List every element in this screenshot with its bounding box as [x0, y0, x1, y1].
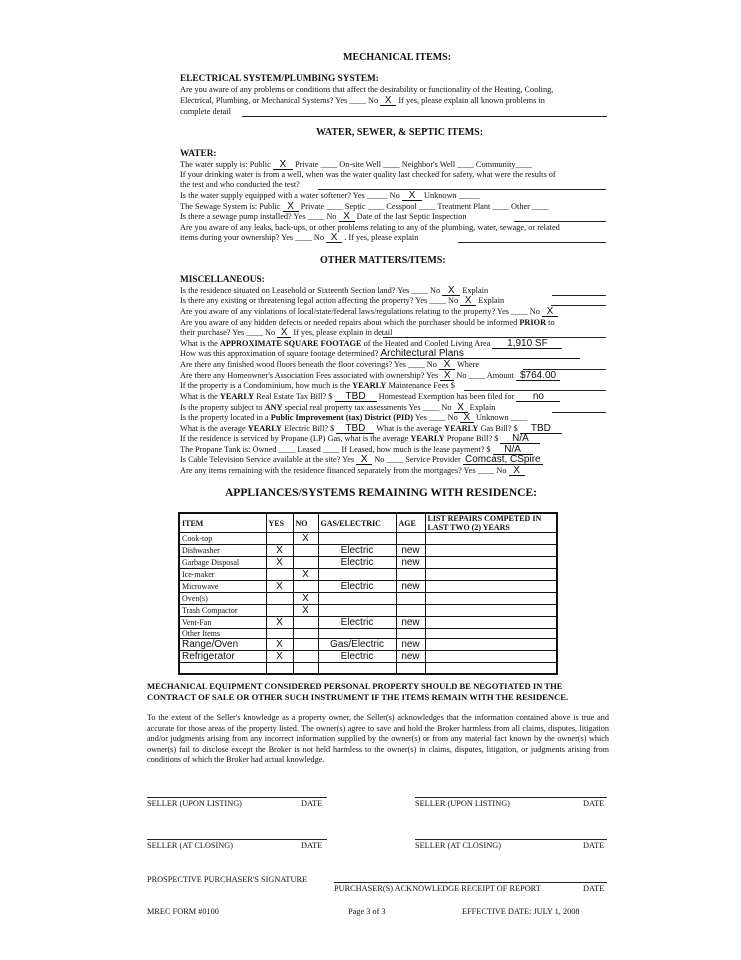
leaks-answer-line: items during your ownership? Yes ____ No X . If yes, please explain: [180, 232, 419, 243]
cable-provider-value[interactable]: Comcast, CSpire: [463, 455, 543, 465]
pid-question: Is the property located in a Public Improvement (tax) District (PID) Yes ____ No X Unknown ____: [180, 412, 528, 423]
square-footage-question: What is the APPROXIMATE SQUARE FOOTAGE of the Heated and Cooled Living Area 1,910 SF: [180, 339, 562, 350]
well-test-line[interactable]: [318, 189, 606, 190]
cell-repairs[interactable]: [425, 663, 557, 674]
legal-action-question: Is there any existing or threatening legal action affecting the property? Yes ____ No X Explain: [180, 295, 505, 306]
homestead-value[interactable]: no: [516, 392, 560, 402]
cell-no[interactable]: [293, 557, 318, 569]
cell-no[interactable]: [293, 663, 318, 674]
septic-inspection-line[interactable]: [514, 221, 606, 222]
table-row: [179, 651, 557, 663]
wood-floors-question: Are there any finished wood floors beneath the floor coverings? Yes ____ No X Where: [180, 359, 480, 370]
cell-age[interactable]: new: [396, 545, 425, 557]
cell-no[interactable]: X: [293, 605, 318, 617]
cell-yes[interactable]: X: [266, 545, 293, 557]
sewage-public-mark[interactable]: X: [283, 202, 299, 212]
cell-no[interactable]: [293, 629, 318, 639]
propane-tank-question: The Propane Tank is: Owned ____ Leased ____ If Leased, how much is the lease payment? $ N/A: [180, 445, 533, 456]
cell-gas-electric[interactable]: Gas/Electric: [318, 639, 396, 651]
cell-gas-electric[interactable]: Electric: [318, 651, 396, 663]
cell-repairs[interactable]: [425, 605, 557, 617]
leaks-no-mark[interactable]: X: [326, 233, 342, 243]
miscellaneous-subtitle: MISCELLANEOUS:: [180, 275, 265, 285]
leasehold-explain-line[interactable]: [552, 295, 606, 296]
cell-repairs[interactable]: [425, 639, 557, 651]
cell-item[interactable]: Microwave: [179, 581, 266, 593]
appliances-header-row: [179, 513, 557, 533]
header-repairs: LIST REPAIRS COMPETED IN LAST TWO (2) YEARS: [425, 513, 557, 533]
cell-gas-electric[interactable]: Electric: [318, 581, 396, 593]
cell-repairs[interactable]: [425, 569, 557, 581]
softener-line: Is the water supply equipped with a water softener? Yes _____ No X Unknown _____: [180, 190, 480, 201]
seller-listing-sig-line-1[interactable]: [147, 797, 327, 798]
appliances-title: APPLIANCES/SYSTEMS REMAINING WITH RESIDENCE:: [225, 487, 537, 499]
tax-bill-question: What is the YEARLY Real Estate Tax Bill? $ TBD Homestead Exemption has been filed for no: [180, 392, 560, 403]
cell-item[interactable]: Refrigerator: [179, 651, 266, 663]
utility-bills-question: What is the average YEARLY Electric Bill? $ TBD What is the average YEARLY Gas Bill? $ TBD: [180, 424, 562, 435]
propane-lease-value[interactable]: N/A: [493, 445, 533, 455]
cell-no[interactable]: X: [293, 569, 318, 581]
notice-line2: CONTRACT OF SALE OR OTHER SUCH INSTRUMENT IF THE ITEMS REMAIN WITH THE RESIDENCE.: [147, 692, 569, 702]
square-footage-value[interactable]: 1,910 SF: [492, 339, 562, 349]
cell-age[interactable]: new: [396, 651, 425, 663]
violations-question: Are you aware of any violations of local/state/federal laws/regulations relating to the property? Yes ____ No X: [180, 307, 558, 318]
cell-repairs[interactable]: [425, 629, 557, 639]
header-item: ITEM: [179, 513, 266, 533]
table-row: [179, 581, 557, 593]
cell-yes[interactable]: X: [266, 639, 293, 651]
propane-bill-question: If the residence is serviced by Propane (LP) Gas, what is the average YEARLY Propane Bill? $ N/A: [180, 434, 540, 445]
special-assessment-no-mark[interactable]: X: [454, 403, 468, 413]
water-subtitle: WATER:: [180, 149, 217, 159]
header-age: AGE: [396, 513, 425, 533]
cell-repairs[interactable]: [425, 545, 557, 557]
sewage-pump-no-mark[interactable]: X: [339, 212, 355, 222]
cell-no[interactable]: X: [293, 533, 318, 545]
cell-repairs[interactable]: [425, 593, 557, 605]
cell-item[interactable]: Ice-maker: [179, 569, 266, 581]
seller-closing-label-1: SELLER (AT CLOSING): [147, 841, 234, 850]
hidden-defects-no-mark[interactable]: X: [277, 328, 291, 338]
violations-no-mark[interactable]: X: [542, 307, 558, 317]
cell-no[interactable]: [293, 581, 318, 593]
cell-item[interactable]: Range/Oven: [179, 639, 266, 651]
disclaimer-paragraph: To the extent of the Seller's knowledge as a property owner, the Seller(s) acknowledges that the information contained above is true and accurate for those areas of the property listed. The owner(s) agree to save and hold the Broker harmless from all claims, disputes, litigation and/or judgments arising from any incorrect information supplied by the owner(s) or from any material fact known by the owner(s) which owner(s) fail to disclose except the Broker is not held harmless to the owner(s) in claims, disputes, litigation, or judgments arising from conditions of which the Broker had actual knowledge.: [147, 713, 609, 765]
hoa-amount-value[interactable]: $764.00: [516, 371, 560, 381]
cell-repairs[interactable]: [425, 581, 557, 593]
gas-bill-value[interactable]: TBD: [520, 424, 562, 434]
cable-yes-mark[interactable]: X: [356, 455, 372, 465]
cell-gas-electric[interactable]: Electric: [318, 545, 396, 557]
header-yes: YES: [266, 513, 293, 533]
water-section-title: WATER, SEWER, & SEPTIC ITEMS:: [316, 127, 484, 138]
cell-age[interactable]: [396, 533, 425, 545]
electrical-question-line2: Electrical, Plumbing, or Mechanical Systems? Yes ____ No X If yes, please explain all known problems in: [180, 95, 545, 106]
purchaser-acknowledge-label: PURCHASER(S) ACKNOWLEDGE RECEIPT OF REPORT: [334, 884, 541, 893]
electrical-detail-line[interactable]: [242, 116, 607, 117]
cell-yes[interactable]: [266, 663, 293, 674]
cell-repairs[interactable]: [425, 651, 557, 663]
electrical-no-mark[interactable]: X: [380, 96, 396, 106]
cell-no[interactable]: [293, 617, 318, 629]
header-gas-electric: GAS/ELECTRIC: [318, 513, 396, 533]
table-row: [179, 617, 557, 629]
financed-items-question: Are any items remaining with the residence financed separately from the mortgages? Yes ____ No X: [180, 466, 525, 477]
cell-repairs[interactable]: [425, 557, 557, 569]
hidden-defects-question: Are you aware of any hidden defects or needed repairs about which the purchaser should be informed PRIOR to: [180, 318, 555, 327]
cell-item[interactable]: Trash Compactor: [179, 605, 266, 617]
cell-item[interactable]: Cook-top: [179, 533, 266, 545]
prospective-purchaser-label: PROSPECTIVE PURCHASER'S SIGNATURE: [147, 875, 308, 884]
leasehold-question: Is the residence situated on Leasehold or Sixteenth Section land? Yes ____ No X Explain: [180, 285, 489, 296]
sewage-system-line: The Sewage System is: Public X Private ____ Septic ____ Cesspool ____ Treatment Plant ____ Other ____: [180, 201, 549, 212]
softener-no-mark[interactable]: X: [402, 191, 422, 201]
cable-question: Is Cable Television Service available at the site? Yes X No ____ Service Provider Comcast, CSpire: [180, 455, 543, 466]
footage-method-value[interactable]: Architectural Plans: [380, 349, 580, 359]
cell-gas-electric[interactable]: Electric: [318, 617, 396, 629]
hoa-fees-question: Are there any Homeowner's Association Fees associated with ownership? Yes X No ____ Amount $764.00: [180, 371, 560, 382]
cell-gas-electric[interactable]: [318, 605, 396, 617]
header-no: NO: [293, 513, 318, 533]
seller-listing-label-1: SELLER (UPON LISTING): [147, 799, 242, 808]
leaks-explain-line[interactable]: [458, 242, 606, 243]
pid-no-mark[interactable]: X: [460, 413, 474, 423]
well-test-label: the test and who conducted the test?: [180, 180, 300, 189]
footage-method-question: How was this approximation of square footage determined? Architectural Plans: [180, 349, 580, 360]
cell-age[interactable]: [396, 593, 425, 605]
table-row: [179, 593, 557, 605]
effective-date: EFFECTIVE DATE: JULY 1, 2008: [462, 907, 580, 916]
cell-no[interactable]: [293, 639, 318, 651]
wood-floors-no-mark[interactable]: X: [439, 360, 455, 370]
cell-yes[interactable]: [266, 629, 293, 639]
cell-gas-electric[interactable]: Electric: [318, 557, 396, 569]
cell-age[interactable]: [396, 629, 425, 639]
cell-no[interactable]: X: [293, 593, 318, 605]
appliances-table: [178, 512, 558, 675]
cell-item[interactable]: Dishwasher: [179, 545, 266, 557]
cell-age[interactable]: [396, 569, 425, 581]
cell-age[interactable]: [396, 605, 425, 617]
hidden-defects-answer: their purchase? Yes ____ No X If yes, please explain in detail: [180, 327, 393, 338]
cell-yes[interactable]: X: [266, 617, 293, 629]
propane-bill-value[interactable]: N/A: [500, 434, 540, 444]
seller-closing-label-2: SELLER (AT CLOSING): [415, 841, 502, 850]
sewage-pump-line: Is there a sewage pump installed? Yes ____ No X Date of the last Septic Inspection: [180, 211, 467, 222]
table-row: [179, 557, 557, 569]
cell-yes[interactable]: [266, 569, 293, 581]
cell-gas-electric[interactable]: [318, 663, 396, 674]
purchaser-date-label: DATE: [583, 884, 605, 893]
cell-item[interactable]: [179, 663, 266, 674]
cell-age[interactable]: new: [396, 557, 425, 569]
other-matters-title: OTHER MATTERS/ITEMS:: [320, 255, 446, 266]
cell-age[interactable]: [396, 663, 425, 674]
cell-age[interactable]: new: [396, 639, 425, 651]
electric-bill-value[interactable]: TBD: [336, 424, 374, 434]
water-supply-line: The water supply is: Public X Private ____ On-site Well ____ Neighbor's Well ____ Community____: [180, 159, 533, 170]
seller-listing-date-2: DATE: [583, 799, 605, 808]
cell-yes[interactable]: [266, 605, 293, 617]
seller-closing-date-2: DATE: [583, 841, 605, 850]
purchaser-sig-line[interactable]: [334, 882, 607, 883]
cell-repairs[interactable]: [425, 617, 557, 629]
cell-no[interactable]: [293, 545, 318, 557]
table-row: [179, 545, 557, 557]
special-assessment-explain-line[interactable]: [552, 412, 606, 413]
hoa-yes-mark[interactable]: X: [440, 371, 454, 381]
seller-closing-sig-line-1[interactable]: [147, 839, 327, 840]
water-public-mark[interactable]: X: [273, 160, 293, 170]
table-row: [179, 663, 557, 674]
financed-items-no-mark[interactable]: X: [509, 466, 525, 476]
cell-item[interactable]: Oven(s): [179, 593, 266, 605]
special-assessment-question: Is the property subject to ANY special real property tax assessments Yes ____ No X Explain: [180, 402, 496, 413]
legal-action-no-mark[interactable]: X: [460, 296, 476, 306]
electrical-question-line1: Are you aware of any problems or conditions that affect the desirability or functionality of the Heating, Cooling,: [180, 85, 554, 94]
cell-yes[interactable]: [266, 533, 293, 545]
notice-line1: MECHANICAL EQUIPMENT CONSIDERED PERSONAL PROPERTY SHOULD BE NEGOTIATED IN THE: [147, 681, 563, 691]
seller-listing-date-1: DATE: [301, 799, 323, 808]
electrical-detail-label: complete detail: [180, 107, 231, 116]
cell-item[interactable]: Vent-Fan: [179, 617, 266, 629]
table-row: [179, 639, 557, 651]
seller-listing-sig-line-2[interactable]: [415, 797, 607, 798]
leaks-question-line: Are you aware of any leaks, back-ups, or other problems relating to any of the plumbing, water, sewage, or related: [180, 223, 560, 232]
cell-gas-electric[interactable]: [318, 593, 396, 605]
cell-age[interactable]: new: [396, 581, 425, 593]
table-row: [179, 605, 557, 617]
cell-yes[interactable]: X: [266, 651, 293, 663]
electrical-subtitle: ELECTRICAL SYSTEM/PLUMBING SYSTEM:: [180, 74, 379, 84]
tax-bill-value[interactable]: TBD: [335, 392, 377, 402]
hidden-defects-explain-line[interactable]: [383, 337, 606, 338]
cell-item[interactable]: Other Items: [179, 629, 266, 639]
seller-listing-label-2: SELLER (UPON LISTING): [415, 799, 510, 808]
cell-item[interactable]: Garbage Disposal: [179, 557, 266, 569]
cell-age[interactable]: new: [396, 617, 425, 629]
cell-repairs[interactable]: [425, 533, 557, 545]
cell-yes[interactable]: X: [266, 581, 293, 593]
cell-gas-electric[interactable]: [318, 629, 396, 639]
seller-closing-date-1: DATE: [301, 841, 323, 850]
legal-action-explain-line[interactable]: [551, 305, 606, 306]
mechanical-title: MECHANICAL ITEMS:: [343, 52, 452, 63]
leasehold-no-mark[interactable]: X: [442, 286, 460, 296]
condo-fees-question: If the property is a Condominium, how much is the YEARLY Maintenance Fees $: [180, 381, 455, 390]
table-row: [179, 533, 557, 545]
well-question-line: If your drinking water is from a well, when was the water quality last checked for safety, what were the results of: [180, 170, 556, 179]
cell-gas-electric[interactable]: [318, 569, 396, 581]
cell-yes[interactable]: X: [266, 557, 293, 569]
cell-gas-electric[interactable]: [318, 533, 396, 545]
cell-yes[interactable]: [266, 593, 293, 605]
page-number: Page 3 of 3: [348, 907, 386, 916]
cell-no[interactable]: [293, 651, 318, 663]
seller-closing-sig-line-2[interactable]: [415, 839, 607, 840]
table-row: [179, 569, 557, 581]
table-row: [179, 629, 557, 639]
form-number: MREC FORM #0100: [147, 907, 219, 916]
